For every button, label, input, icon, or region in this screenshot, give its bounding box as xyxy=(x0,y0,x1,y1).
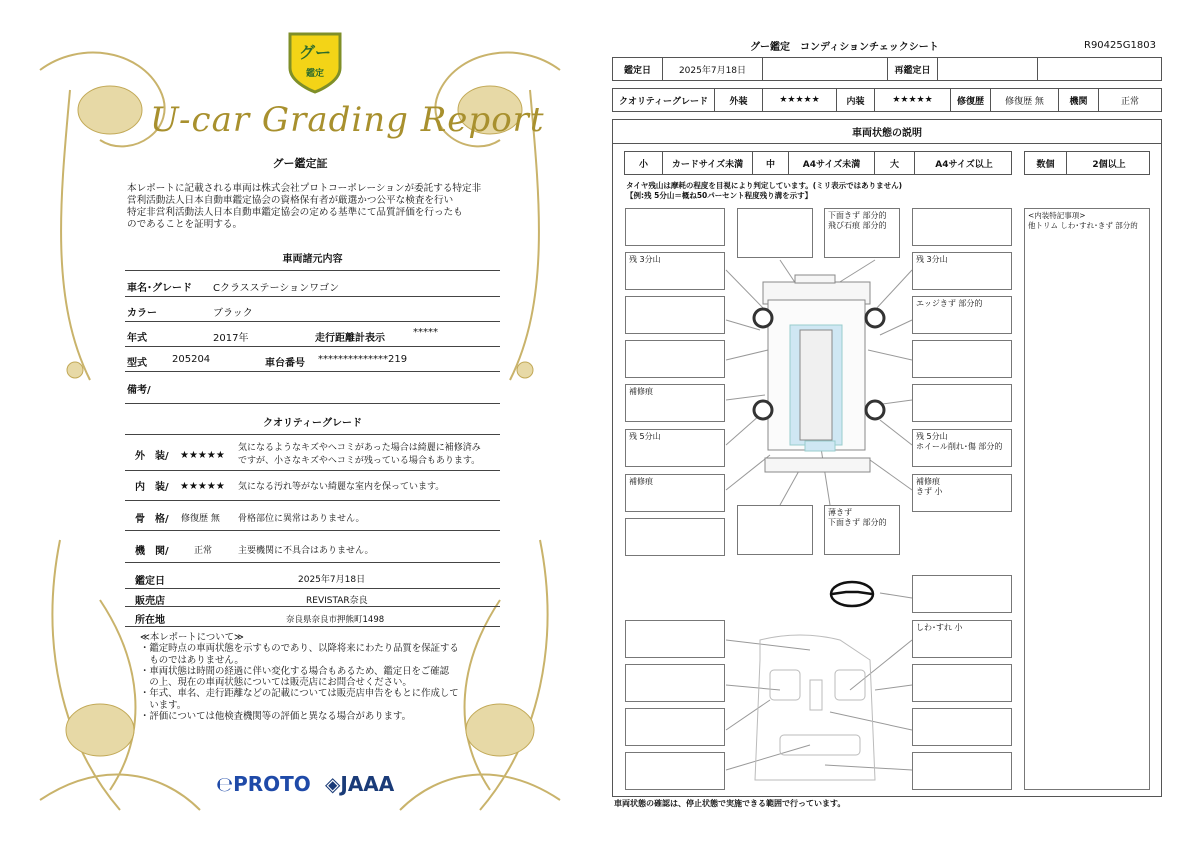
spec-heading: 車両諸元内容 xyxy=(282,254,343,265)
engine-label: 機関 xyxy=(1059,89,1099,111)
note-line: ≪本レポートについて≫ xyxy=(140,632,244,643)
mileage-value: ***** xyxy=(413,327,438,338)
damage-text: 残 5分山 xyxy=(629,432,661,441)
damage-box xyxy=(912,429,1012,467)
ext-value: ★★★★★ xyxy=(763,89,837,111)
color-value: ブラック xyxy=(213,308,253,319)
damage-box xyxy=(625,474,725,512)
divider xyxy=(125,500,500,501)
remarks-label: 備考/ xyxy=(127,385,151,396)
tire-note-example: 【例:残 5分山＝概ね50パーセント程度残り溝を示す】 xyxy=(626,191,813,200)
year-label: 年式 xyxy=(127,333,147,344)
legend-count: 数個 xyxy=(1025,152,1067,174)
engine-value: 正常 xyxy=(1120,96,1139,107)
damage-box xyxy=(625,518,725,556)
interior-stars: ★★★★★ xyxy=(180,481,225,492)
interior-notes-panel xyxy=(1024,208,1150,790)
legend-small: 小 xyxy=(625,152,663,174)
damage-box xyxy=(625,664,725,702)
damage-box xyxy=(912,252,1012,290)
int-label: 内装 xyxy=(837,89,875,111)
proto-logo-text: PROTO xyxy=(233,772,311,796)
damage-box xyxy=(912,340,1012,378)
inspection-date-label: 鑑定日 xyxy=(135,576,165,587)
chassis-label: 車台番号 xyxy=(265,358,305,369)
date-label: 鑑定日 xyxy=(613,58,663,80)
quality-heading: クオリティーグレード xyxy=(263,418,362,429)
interior-desc: 気になる汚れ等がない綺麗な室内を保っています。 xyxy=(238,482,445,492)
damage-box xyxy=(625,384,725,422)
damage-box xyxy=(912,474,1012,512)
damage-box xyxy=(625,752,725,790)
report-id: R90425G1803 xyxy=(1084,40,1156,51)
damage-box xyxy=(737,208,813,258)
damage-text: 薄きず 下面きず 部分的 xyxy=(828,508,887,527)
interior-notes-body: 他トリム しわ･すれ･きず 部分的 xyxy=(1028,221,1138,230)
intro-line: 特定非営利活動法人日本自動車鑑定協会の定める基準にて品質評価を行ったも xyxy=(127,207,463,218)
engine-value: 正常 xyxy=(194,546,213,556)
divider xyxy=(125,321,500,322)
model-value: 205204 xyxy=(172,354,211,365)
intro-line: 営利活動法人日本自動車鑑定協会の資格保有者が厳選かつ公平な検査を行い xyxy=(127,195,454,206)
damage-text: 下面きず 部分的 飛び石痕 部分的 xyxy=(828,211,887,230)
inspection-date-value: 2025年7月18日 xyxy=(298,575,366,585)
badge-text: グー xyxy=(298,43,332,62)
car-name-label: 車名･グレード xyxy=(127,283,192,294)
damage-box xyxy=(912,384,1012,422)
damage-box xyxy=(625,708,725,746)
sheet-title: グー鑑定 コンディションチェックシート xyxy=(750,42,939,53)
frame-value: 修復歴 無 xyxy=(181,514,220,524)
damage-box xyxy=(625,340,725,378)
intro-line: 本レポートに記載される車両は株式会社プロトコーポレーションが委託する特定非 xyxy=(127,183,482,194)
damage-box xyxy=(625,296,725,334)
note-line: ・年式、車名、走行距離などの記載については販売店申告をもとに作成して xyxy=(140,688,459,700)
exterior-desc: ですが、小さなキズやヘコミが残っている場合もあります。 xyxy=(238,456,481,466)
report-notes xyxy=(140,632,500,722)
legend-large: 大 xyxy=(875,152,915,174)
legend-large-desc: A4サイズ以上 xyxy=(935,159,993,170)
section-title: 車両状態の説明 xyxy=(612,119,1162,144)
divider xyxy=(125,403,500,404)
divider xyxy=(125,371,500,372)
ext-label: 外装 xyxy=(715,89,763,111)
divider xyxy=(125,346,500,347)
exterior-stars: ★★★★★ xyxy=(180,450,225,461)
note-line: の上、現在の車両状態については販売店にお問合せください。 xyxy=(140,677,412,689)
divider xyxy=(125,588,500,589)
hist-label: 修復歴 xyxy=(951,89,991,111)
divider xyxy=(125,606,500,607)
interior-label: 内 装/ xyxy=(135,482,169,493)
legend-medium-desc: A4サイズ未満 xyxy=(789,152,875,174)
shop-label: 販売店 xyxy=(135,596,165,607)
frame-label: 骨 格/ xyxy=(135,514,169,525)
int-value: ★★★★★ xyxy=(875,89,951,111)
interior-notes-title: <内装特記事項> xyxy=(1028,211,1086,220)
model-label: 型式 xyxy=(127,358,147,369)
goo-kantei-badge-icon xyxy=(285,28,345,94)
damage-text: 残 3分山 xyxy=(629,255,661,264)
damage-box xyxy=(912,575,1012,613)
footer-note: 車両状態の確認は、停止状態で実施できる範囲で行っています。 xyxy=(614,799,846,808)
note-line: ものではありません。 xyxy=(140,654,244,666)
grade-label: クオリティーグレード xyxy=(613,89,715,111)
year-value: 2017年 xyxy=(213,333,249,344)
damage-box xyxy=(824,505,900,555)
intro-line: のであることを証明する。 xyxy=(127,219,243,230)
damage-text: エッジきず 部分的 xyxy=(916,299,983,308)
legend-small-desc: カードサイズ未満 xyxy=(663,152,753,174)
divider xyxy=(125,270,500,271)
report-title: U-car Grading Report xyxy=(150,100,545,140)
badge-sub: 鑑定 xyxy=(305,69,325,79)
damage-box xyxy=(625,252,725,290)
shop-value: REVISTAR奈良 xyxy=(306,596,368,606)
damage-box xyxy=(824,208,900,258)
damage-box xyxy=(912,664,1012,702)
note-line: ・車両状態は時間の経過に伴い変化する場合もあるため、鑑定日をご確認 xyxy=(140,665,450,677)
jaaa-logo-text: JAAA xyxy=(340,772,395,796)
damage-text: 補修痕 xyxy=(629,387,653,396)
address-value: 奈良県奈良市押熊町1498 xyxy=(286,615,385,625)
chassis-value: **************219 xyxy=(318,354,408,365)
legend-count-desc: 2個以上 xyxy=(1092,159,1126,170)
damage-text: 補修痕 xyxy=(629,477,653,486)
damage-box xyxy=(625,620,725,658)
frame-desc: 骨格部位に異常はありません。 xyxy=(238,514,365,524)
divider xyxy=(125,296,500,297)
note-line: います。 xyxy=(140,699,187,711)
car-name-value: Cクラスステーションワゴン xyxy=(213,283,340,294)
damage-text: しわ･すれ 小 xyxy=(916,623,963,632)
damage-box xyxy=(912,620,1012,658)
damage-box xyxy=(625,208,725,246)
divider xyxy=(125,562,500,563)
address-label: 所在地 xyxy=(135,615,165,626)
damage-box xyxy=(912,296,1012,334)
engine-desc: 主要機関に不具合はありません。 xyxy=(238,546,374,556)
color-label: カラー xyxy=(127,308,157,319)
mileage-label: 走行距離計表示 xyxy=(315,333,385,344)
divider xyxy=(125,434,500,435)
exterior-desc: 気になるようなキズやヘコミがあった場合は綺麗に補修済み xyxy=(238,443,481,453)
engine-label: 機 関/ xyxy=(135,546,169,557)
damage-box xyxy=(912,708,1012,746)
damage-box xyxy=(912,208,1012,246)
divider xyxy=(125,626,500,627)
damage-text: 残 3分山 xyxy=(916,255,948,264)
damage-text: 残 5分山 ホイール削れ･傷 部分的 xyxy=(916,432,1003,451)
exterior-label: 外 装/ xyxy=(135,451,169,462)
damage-box xyxy=(625,429,725,467)
jaaa-logo: ◈JAAA xyxy=(325,772,395,796)
tire-note: タイヤ残山は摩耗の程度を目視により判定しています。(ミリ表示ではありません) xyxy=(626,181,903,190)
condition-check-sheet xyxy=(600,0,1200,848)
intro-text xyxy=(127,183,497,231)
proto-logo: ℮PROTO xyxy=(216,772,311,796)
hist-value: 修復歴 無 xyxy=(991,89,1059,111)
damage-box xyxy=(737,505,813,555)
damage-text: 補修痕 きず 小 xyxy=(916,477,943,496)
date-value: 2025年7月18日 xyxy=(663,58,763,80)
note-line: ・評価については他検査機関等の評価と異なる場合があります。 xyxy=(140,711,411,723)
legend-medium: 中 xyxy=(753,152,789,174)
divider xyxy=(125,470,500,471)
divider xyxy=(125,530,500,531)
note-line: ・鑑定時点の車両状態を示すものであり、以降将来にわたり品質を保証する xyxy=(140,643,459,655)
certificate-title: グー鑑定証 xyxy=(272,157,328,170)
reinspect-label: 再鑑定日 xyxy=(888,58,938,80)
damage-box xyxy=(912,752,1012,790)
